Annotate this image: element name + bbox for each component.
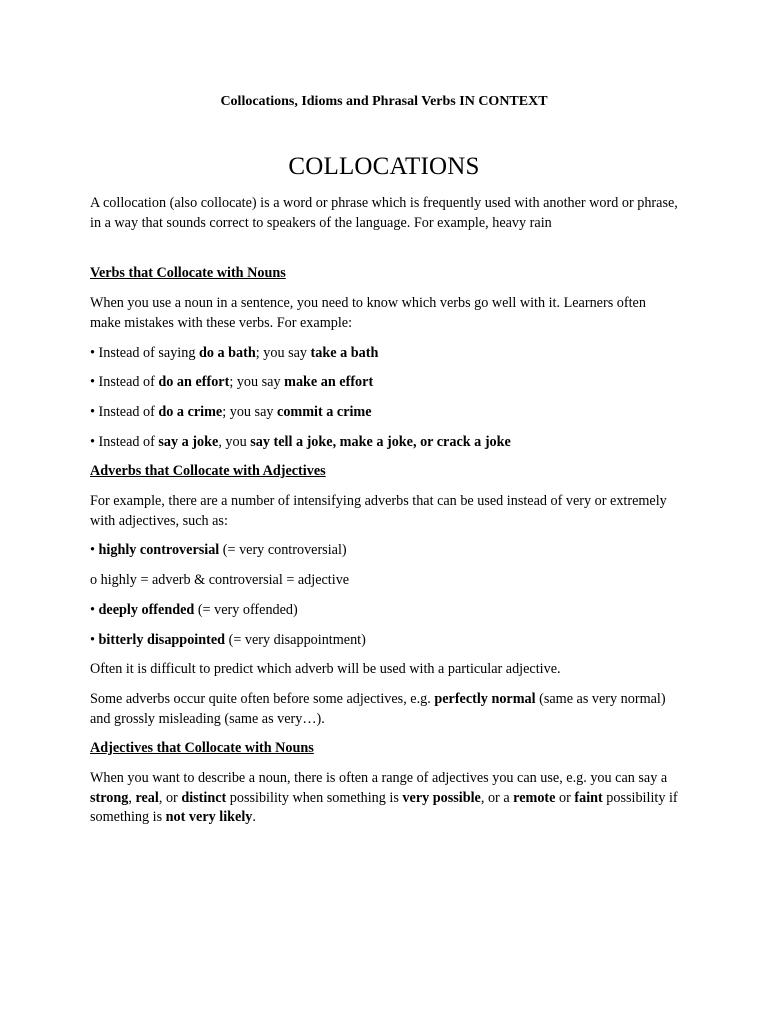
list-item: • deeply offended (= very offended) (90, 601, 298, 618)
note-item: o highly = adverb & controversial = adjective (90, 572, 350, 589)
section3-paragraph: When you want to describe a noun, there is often a range of adjectives you can use, e.g. you can say a strong, real, or distinct possibility when something is very possible, or a remote or faint possibility if something is not very likely. (90, 770, 678, 826)
list-item: • Instead of do an effort; you say make an effort (90, 374, 374, 391)
list-item: • Instead of do a crime; you say commit a crime (90, 403, 372, 420)
section-heading-adjectives-nouns: Adjectives that Collocate with Nouns (90, 740, 314, 757)
section2-paragraph: For example, there are a number of intensifying adverbs that can be used instead of very or extremely with adjectives, such as: (90, 493, 667, 529)
section2-paragraph-3: Some adverbs occur quite often before some adjectives, e.g. perfectly normal (same as very normal) and grossly misleading (same as very…). (90, 690, 666, 727)
section1-paragraph: When you use a noun in a sentence, you need to know which verbs go well with it. Learners often make mistakes with these verbs. For example: (90, 295, 646, 331)
list-item: • bitterly disappointed (= very disappointment) (90, 631, 366, 648)
list-item: • highly controversial (= very controversial) (90, 542, 347, 559)
page-title: COLLOCATIONS (288, 153, 480, 180)
section-heading-verbs-nouns: Verbs that Collocate with Nouns (90, 265, 286, 282)
list-item: • Instead of saying do a bath; you say take a bath (90, 344, 379, 361)
document-header: Collocations, Idioms and Phrasal Verbs IN CONTEXT (220, 94, 548, 109)
document-body (90, 194, 680, 838)
section2-paragraph-2: Often it is difficult to predict which adverb will be used with a particular adjective. (90, 661, 561, 678)
list-item: • Instead of say a joke, you say tell a joke, make a joke, or crack a joke (90, 433, 511, 450)
section-heading-adverbs-adjectives: Adverbs that Collocate with Adjectives (90, 463, 326, 480)
intro-paragraph: A collocation (also collocate) is a word or phrase which is frequently used with another word or phrase, in a way that sounds correct to speakers of the language. For example, heavy rain (90, 195, 678, 231)
